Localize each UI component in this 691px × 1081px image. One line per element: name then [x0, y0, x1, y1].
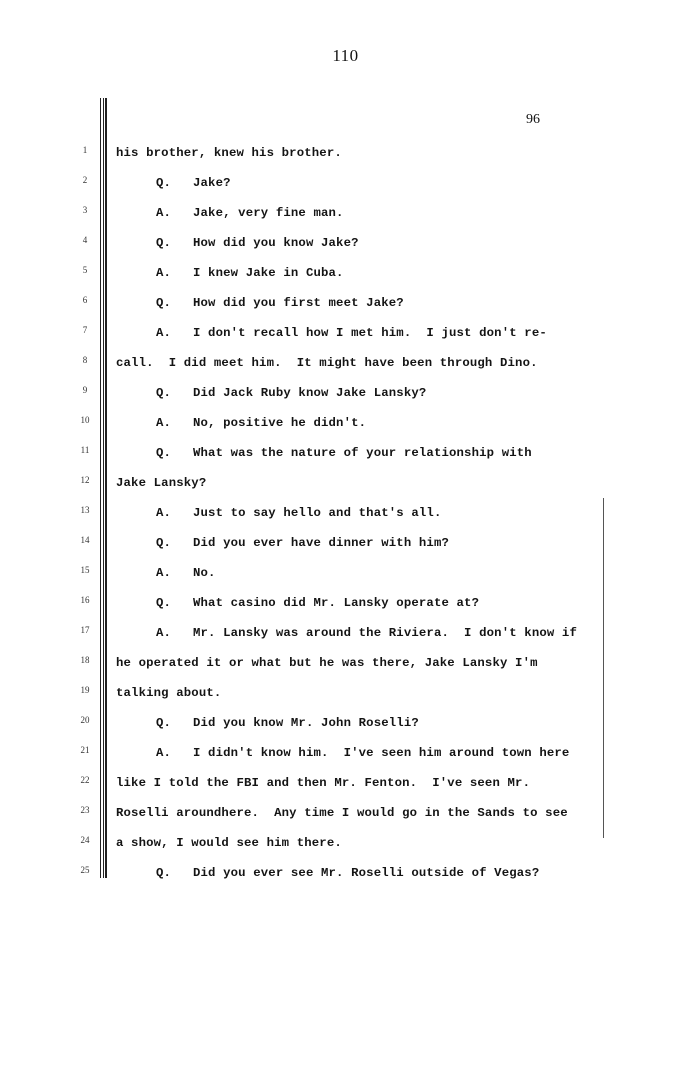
transcript-line: [0, 413, 691, 443]
transcript-line: [0, 173, 691, 203]
speaker-label: A.: [156, 326, 172, 340]
line-body: Jake?: [193, 176, 231, 190]
transcript-line: [0, 533, 691, 563]
transcript-line: [0, 683, 691, 713]
line-number: 1: [82, 145, 88, 155]
line-number: 23: [80, 805, 90, 815]
transcript-line: [0, 713, 691, 743]
line-number: 7: [82, 325, 88, 335]
line-text: [156, 593, 479, 613]
transcript-lines: [0, 143, 691, 893]
transcript-line: [0, 353, 691, 383]
speaker-label: Q.: [156, 446, 172, 460]
line-text: [156, 533, 449, 553]
transcript-line: [0, 473, 691, 503]
speaker-label: Q.: [156, 176, 172, 190]
transcript-line: [0, 143, 691, 173]
transcript-line: [0, 563, 691, 593]
transcript-line: [0, 323, 691, 353]
line-number: 3: [82, 205, 88, 215]
line-number: 6: [82, 295, 88, 305]
transcript-line: [0, 833, 691, 863]
line-number: 24: [80, 835, 90, 845]
transcript-line: [0, 773, 691, 803]
line-text: [156, 263, 344, 283]
line-number: 13: [80, 505, 90, 515]
line-body: No.: [193, 566, 216, 580]
line-body: How did you know Jake?: [193, 236, 359, 250]
line-body: Did you ever see Mr. Roselli outside of Vegas?: [193, 866, 540, 880]
transcript-line: [0, 593, 691, 623]
line-text: his brother, knew his brother.: [116, 146, 342, 160]
transcript-line: [0, 383, 691, 413]
line-number: 4: [82, 235, 88, 245]
line-number: 20: [80, 715, 90, 725]
speaker-label: Q.: [156, 716, 172, 730]
line-text: talking about.: [116, 686, 222, 700]
line-number: 18: [80, 655, 90, 665]
line-body: What casino did Mr. Lansky operate at?: [193, 596, 480, 610]
line-text: Jake Lansky?: [116, 476, 207, 490]
line-text: [156, 503, 441, 523]
speaker-label: A.: [156, 206, 172, 220]
speaker-label: Q.: [156, 296, 172, 310]
speaker-label: Q.: [156, 386, 172, 400]
speaker-label: A.: [156, 266, 172, 280]
transcript-line: [0, 653, 691, 683]
line-text: [156, 233, 359, 253]
transcript-line: [0, 443, 691, 473]
line-text: [156, 623, 577, 643]
line-body: I didn't know him. I've seen him around town here: [193, 746, 570, 760]
line-text: [156, 713, 419, 733]
line-number: 16: [80, 595, 90, 605]
line-number: 5: [82, 265, 88, 275]
line-body: I don't recall how I met him. I just don't re-: [193, 326, 547, 340]
line-body: Did you ever have dinner with him?: [193, 536, 449, 550]
line-text: [156, 203, 344, 223]
transcript-line: [0, 503, 691, 533]
line-number: 11: [80, 445, 90, 455]
line-number: 19: [80, 685, 90, 695]
line-number: 12: [80, 475, 90, 485]
line-number: 2: [82, 175, 88, 185]
transcript-page-number: 96: [526, 112, 540, 127]
transcript-line: [0, 863, 691, 893]
line-text: he operated it or what but he was there, Jake Lansky I'm: [116, 656, 538, 670]
line-text: [156, 743, 569, 763]
speaker-label: A.: [156, 626, 172, 640]
speaker-label: Q.: [156, 236, 172, 250]
speaker-label: Q.: [156, 866, 172, 880]
speaker-label: Q.: [156, 596, 172, 610]
line-text: [156, 443, 532, 463]
page-number: 110: [332, 46, 359, 65]
speaker-label: A.: [156, 506, 172, 520]
line-text: Roselli aroundhere. Any time I would go in the Sands to see: [116, 806, 568, 820]
speaker-label: A.: [156, 746, 172, 760]
line-body: How did you first meet Jake?: [193, 296, 404, 310]
line-text: [156, 293, 404, 313]
line-text: [156, 863, 539, 883]
line-number: 15: [80, 565, 90, 575]
line-number: 22: [80, 775, 90, 785]
line-number: 25: [80, 865, 90, 875]
transcript-line: [0, 263, 691, 293]
line-number: 8: [82, 355, 88, 365]
line-body: Mr. Lansky was around the Riviera. I don't know if: [193, 626, 577, 640]
transcript-line: [0, 743, 691, 773]
line-number: 17: [80, 625, 90, 635]
transcript-line: [0, 623, 691, 653]
line-body: No, positive he didn't.: [193, 416, 367, 430]
line-body: Just to say hello and that's all.: [193, 506, 442, 520]
speaker-label: A.: [156, 416, 172, 430]
line-text: call. I did meet him. It might have been through Dino.: [116, 356, 538, 370]
line-text: [156, 323, 547, 343]
line-body: What was the nature of your relationship with: [193, 446, 532, 460]
line-number: 14: [80, 535, 90, 545]
line-text: a show, I would see him there.: [116, 836, 342, 850]
transcript-line: [0, 203, 691, 233]
line-text: [156, 413, 366, 433]
line-body: Did you know Mr. John Roselli?: [193, 716, 419, 730]
line-text: [156, 173, 231, 193]
transcript-line: [0, 233, 691, 263]
line-number: 21: [80, 745, 90, 755]
transcript-line: [0, 803, 691, 833]
line-number: 10: [80, 415, 90, 425]
line-text: [156, 383, 426, 403]
speaker-label: Q.: [156, 536, 172, 550]
line-body: I knew Jake in Cuba.: [193, 266, 344, 280]
line-body: Jake, very fine man.: [193, 206, 344, 220]
line-number: 9: [82, 385, 88, 395]
line-text: like I told the FBI and then Mr. Fenton. I've seen Mr.: [116, 776, 531, 790]
transcript-line: [0, 293, 691, 323]
line-text: [156, 563, 216, 583]
speaker-label: A.: [156, 566, 172, 580]
line-body: Did Jack Ruby know Jake Lansky?: [193, 386, 427, 400]
